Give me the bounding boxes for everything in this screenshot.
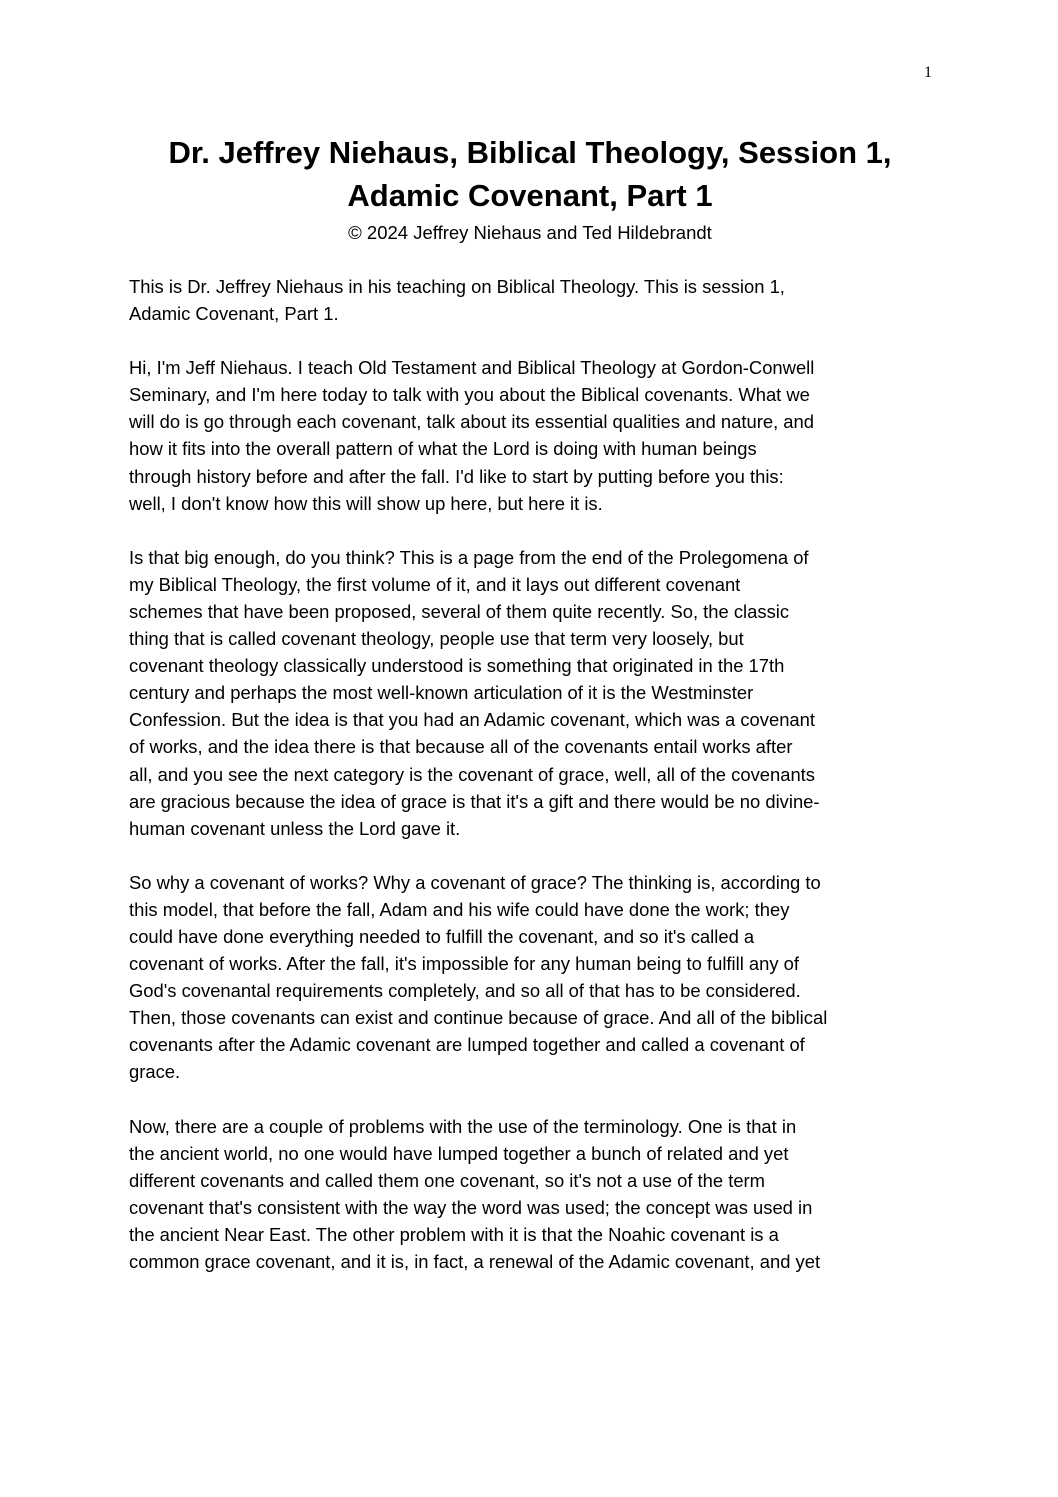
text-line: covenants after the Adamic covenant are lumped together and called a covenant of xyxy=(129,1034,805,1056)
text-line: different covenants and called them one covenant, so it's not a use of the term xyxy=(129,1169,765,1191)
text-line: could have done everything needed to fulfill the covenant, and so it's called a xyxy=(129,925,755,947)
text-line: the ancient world, no one would have lumped together a bunch of related and yet xyxy=(129,1142,789,1164)
body-text xyxy=(129,273,939,1302)
text-line: Now, there are a couple of problems with the use of the terminology. One is that in xyxy=(129,1115,797,1137)
text-line: Is that big enough, do you think? This is a page from the end of the Prolegomena of xyxy=(129,546,809,568)
text-line: Seminary, and I'm here today to talk with you about the Biblical covenants. What we xyxy=(129,384,810,406)
copyright-line: © 2024 Jeffrey Niehaus and Ted Hildebrandt xyxy=(348,222,712,243)
text-line: grace. xyxy=(129,1061,181,1083)
text-line: common grace covenant, and it is, in fact, a renewal of the Adamic covenant, and yet xyxy=(129,1251,821,1272)
text-line: So why a covenant of works? Why a covenant of grace? The thinking is, according to xyxy=(129,871,821,893)
text-line: through history before and after the fall. I'd like to start by putting before you this: xyxy=(129,465,784,487)
text-line: how it fits into the overall pattern of what the Lord is doing with human beings xyxy=(129,438,757,460)
title-line: Adamic Covenant, Part 1 xyxy=(347,178,713,213)
text-line: Then, those covenants can exist and continue because of grace. And all of the biblical xyxy=(129,1007,828,1029)
text-line: covenant that's consistent with the way the word was used; the concept was used in xyxy=(129,1196,813,1218)
text-line: the ancient Near East. The other problem with it is that the Noahic covenant is a xyxy=(129,1223,779,1245)
text-line: century and perhaps the most well-known articulation of it is the Westminster xyxy=(129,682,754,704)
paragraph xyxy=(129,354,939,517)
paragraph xyxy=(129,1113,939,1276)
text-line: This is Dr. Jeffrey Niehaus in his teaching on Biblical Theology. This is session 1, xyxy=(129,276,785,297)
text-line: this model, that before the fall, Adam and his wife could have done the work; they xyxy=(129,898,790,920)
text-line: covenant of works. After the fall, it's impossible for any human being to fulfill any of xyxy=(129,953,800,975)
paragraph xyxy=(129,273,939,327)
text-line: of works, and the idea there is that because all of the covenants entail works after xyxy=(129,736,793,758)
text-line: God's covenantal requirements completely, and so all of that has to be considered. xyxy=(129,980,801,1002)
text-line: my Biblical Theology, the first volume of it, and it lays out different covenant xyxy=(129,573,741,595)
text-line: Adamic Covenant, Part 1. xyxy=(129,303,339,325)
text-line: schemes that have been proposed, several of them quite recently. So, the classic xyxy=(129,600,790,622)
text-line: will do is go through each covenant, talk about its essential qualities and nature, and xyxy=(129,411,814,433)
text-line: covenant theology classically understood is something that originated in the 17th xyxy=(129,655,785,677)
text-line: well, I don't know how this will show up here, but here it is. xyxy=(129,492,603,514)
document-title xyxy=(110,131,950,217)
text-line: Confession. But the idea is that you had an Adamic covenant, which was a covenant xyxy=(129,709,815,731)
paragraph xyxy=(129,869,939,1086)
title-line: Dr. Jeffrey Niehaus, Biblical Theology, Session 1, xyxy=(168,135,892,170)
text-line: are gracious because the idea of grace is that it's a gift and there would be no divine- xyxy=(129,790,820,812)
paragraph xyxy=(129,544,939,842)
text-line: Hi, I'm Jeff Niehaus. I teach Old Testament and Biblical Theology at Gordon-Conwell xyxy=(129,357,815,379)
text-line: thing that is called covenant theology, people use that term very loosely, but xyxy=(129,628,744,650)
text-line: human covenant unless the Lord gave it. xyxy=(129,817,461,839)
page-number: 1 xyxy=(924,64,932,81)
text-line: all, and you see the next category is the covenant of grace, well, all of the covenants xyxy=(129,763,815,785)
